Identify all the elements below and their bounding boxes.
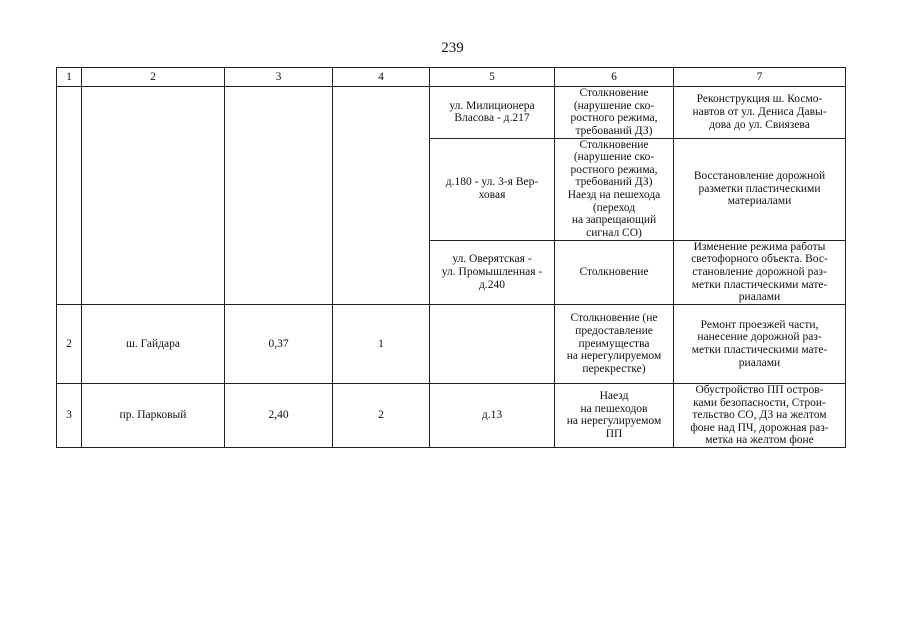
accident-type-cell: Столкновение (нарушение ско- ростного режима, требований ДЗ) Наезд на пешехода (переход на запрещающий сигнал СО) bbox=[555, 138, 674, 240]
measures-cell: Реконструкция ш. Космо- навтов от ул. Дениса Давы- дова до ул. Свиязева bbox=[674, 87, 846, 139]
column-header: 5 bbox=[430, 68, 555, 87]
street-cell: ш. Гайдара bbox=[82, 304, 225, 383]
location-cell bbox=[430, 304, 555, 383]
measures-cell: Ремонт проезжей части, нанесение дорожной раз- метки пластическими мате- риалами bbox=[674, 304, 846, 383]
page-number: 239 bbox=[441, 40, 464, 56]
measures-cell: Восстановление дорожной разметки пластическими материалами bbox=[674, 138, 846, 240]
data-table bbox=[56, 67, 846, 448]
location-cell: д.13 bbox=[430, 383, 555, 447]
table-row bbox=[57, 87, 846, 139]
location-cell: ул. Милиционера Власова - д.217 bbox=[430, 87, 555, 139]
row-number-cell: 2 bbox=[57, 304, 82, 383]
accident-type-cell: Столкновение (не предоставление преимущества на нерегулируемом перекрестке) bbox=[555, 304, 674, 383]
column-header: 4 bbox=[333, 68, 430, 87]
count-cell bbox=[333, 87, 430, 305]
length-cell bbox=[225, 87, 333, 305]
column-header: 6 bbox=[555, 68, 674, 87]
header-row bbox=[57, 68, 846, 87]
measures-cell: Изменение режима работы светофорного объекта. Вос- становление дорожной раз- метки пластическими мате- риалами bbox=[674, 240, 846, 304]
accident-type-cell: Столкновение (нарушение ско- ростного режима, требований ДЗ) bbox=[555, 87, 674, 139]
column-header: 7 bbox=[674, 68, 846, 87]
measures-cell: Обустройство ПП остров- ками безопасности, Строи- тельство СО, ДЗ на желтом фоне над ПЧ, дорожная раз- метка на желтом фоне bbox=[674, 383, 846, 447]
row-number-cell: 3 bbox=[57, 383, 82, 447]
table-row bbox=[57, 304, 846, 383]
street-cell: пр. Парковый bbox=[82, 383, 225, 447]
accident-type-cell: Столкновение bbox=[555, 240, 674, 304]
location-cell: д.180 - ул. 3-я Вер- ховая bbox=[430, 138, 555, 240]
column-header: 1 bbox=[57, 68, 82, 87]
row-number-cell bbox=[57, 87, 82, 305]
length-cell: 0,37 bbox=[225, 304, 333, 383]
location-cell: ул. Оверятская - ул. Промышленная - д.240 bbox=[430, 240, 555, 304]
table-row bbox=[57, 383, 846, 447]
count-cell: 2 bbox=[333, 383, 430, 447]
count-cell: 1 bbox=[333, 304, 430, 383]
street-cell bbox=[82, 87, 225, 305]
accident-type-cell: Наезд на пешеходов на нерегулируемом ПП bbox=[555, 383, 674, 447]
column-header: 3 bbox=[225, 68, 333, 87]
length-cell: 2,40 bbox=[225, 383, 333, 447]
column-header: 2 bbox=[82, 68, 225, 87]
